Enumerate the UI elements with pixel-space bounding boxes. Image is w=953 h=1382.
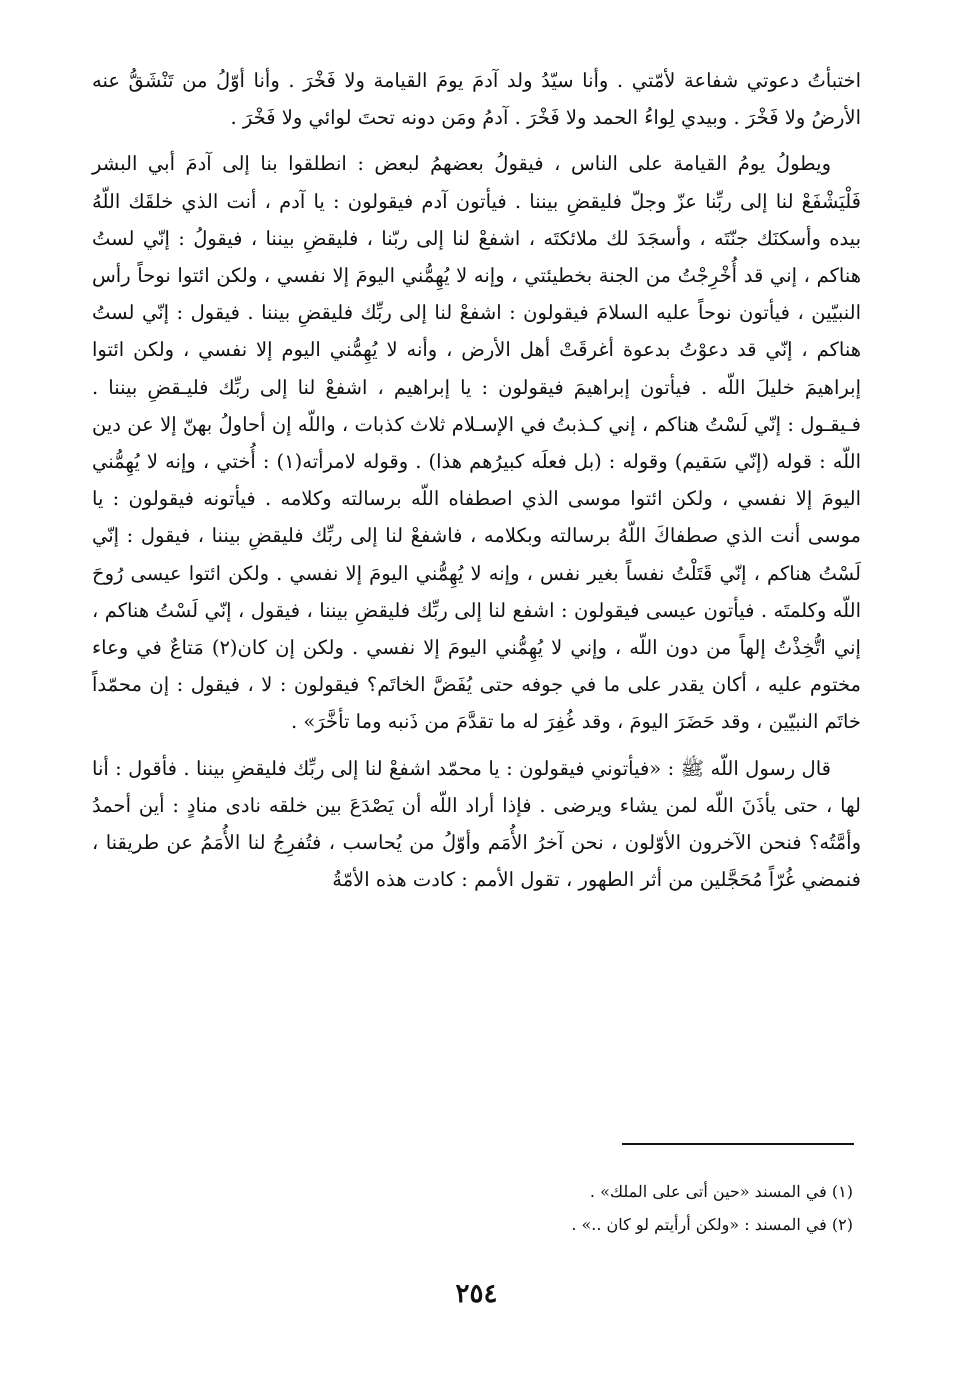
page-number: ٢٥٤ [455,1279,498,1309]
footnotes [153,1175,853,1241]
footnote-1: (١) في المسند «حين أتى على الملك» . [589,1182,853,1201]
paragraph-2: ويطولُ يومُ القيامة على الناس ، فيقولُ بعضهمُ لبعض : انطلقوا بنا إلى آدمَ أبي البشر فَلْيَشْفَعْ لنا إلى ربِّنا عزّ وجلّ فليقضِ بيننا . فيأتون آدم فيقولون : يا آدم ، أنت الذي خلقَك اللّهُ بيده وأسكنَك جنّتَه ، وأسجَدَ لك ملائكتَه ، اشفعْ لنا إلى ربّنا ، فليقضِ بيننا ، فيقولُ : إنّي لستُ هناكم ، إني قد أُخْرِجْتُ من الجنة بخطيئتي ، وإنه لا يُهِمُّني اليومَ إلا نفسي ، ولكن ائتوا نوحاً رأس النبيّين ، فيأتون نوحاً عليه السلامَ فيقولون : اشفعْ لنا إلى ربِّك فليقضِ بيننا . فيقول : إنّي لستُ هناكم ، إنّي قد دعوْتُ بدعوة أغرقَتْ أهل الأرض ، وأنه لا يُهِمُّني اليوم إلا نفسي ، ولكن ائتوا إبراهيمَ خليلَ اللّه . فيأتون إبراهيمَ فيقولون : يا إبراهيم ، اشفعْ لنا إلى ربِّك فليـقضِ بيننا . فـيقـول : إنّي لَسْتُ هناكم ، إني كـذبتُ في الإسـلام ثلاث كذبات ، واللّه إن أحاولُ بهنّ إلا عن دين اللّه : قوله (إنّي سَقيم) وقوله : (بل فعلَه كبيرُهم هذا) . وقوله لامرأته(١) : أُختي ، وإنه لا يُهِمُّني اليومَ إلا نفسي ، ولكن ائتوا موسى الذي اصطفاه اللّه برسالته وكلامه . فيأتونه فيقولون : يا موسى أنت الذي صطفاكَ اللّهُ برسالته وبكلامه ، فاشفعْ لنا إلى ربِّك فليقضِ بيننا ، فيقول : إنّي لَسْتُ هناكم ، إنّي قَتَلْتُ نفساً بغير نفس ، وإنه لا يُهِمُّني اليومَ إلا نفسي . ولكن ائتوا عيسى رُوحَ اللّه وكلمتَه . فيأتون عيسى فيقولون : اشفع لنا إلى ربِّك فليقضِ بيننا ، فيقول ، إنّي لَسْتُ هناكم ، إني اتُّخِذْتُ إلهاً من دون اللّه ، وإني لا يُهِمُّني اليومَ إلا نفسي . ولكن إن كان(٢) مَتاعٌ في وعاء مختوم عليه ، أكان يقدر على ما في جوفه حتى يُفَضَّ الخاتَم؟ فيقولون : لا ، فيقول : إن محمّداً خاتَم النبيّين ، وقد حَضَرَ اليومَ ، وقد غُفِرَ له ما تقدَّمَ من ذَنبه وما تأخَّرَ» . [92,152,861,734]
paragraph-3: قال رسول اللّه ﷺ : «فيأتوني فيقولون : يا محمّد اشفعْ لنا إلى ربِّك فليقضِ بيننا . فأقول : أنا لها ، حتى يأذَنَ اللّه لمن يشاء ويرضى . فإذا أراد اللّه أن يَصْدَعَ بين خلقه نادى منادٍ : أين أحمدُ وأمَّتُه؟ فنحن الآخرون الأوّلون ، نحن آخرُ الأُمَم وأوّلُ من يُحاسب ، فتُفرِجُ لنا الأُمَمُ عن طريقنا ، فنمضي غُرّاً مُحَجَّلين من أثر الطهور ، تقول الأمم : كادت هذه الأمّةُ [92,756,861,892]
footnote-2: (٢) في المسند : «ولكن أرأيتم لو كان ..» . [571,1215,853,1234]
main-text [92,62,861,898]
paragraph-1: اختبأتُ دعوتي شفاعة لأمّتي . وأنا سيّدُ ولد آدمَ يومَ القيامة ولا فَخْرَ . وأنا أوّلُ من تَنْشَقُّ عنه الأرضُ ولا فَخْرَ . وبيدي لِواءُ الحمد ولا فَخْرَ . آدمُ ومَن دونه تحتَ لوائي ولا فَخْرَ . [92,69,861,130]
footnote-separator [622,1143,854,1145]
